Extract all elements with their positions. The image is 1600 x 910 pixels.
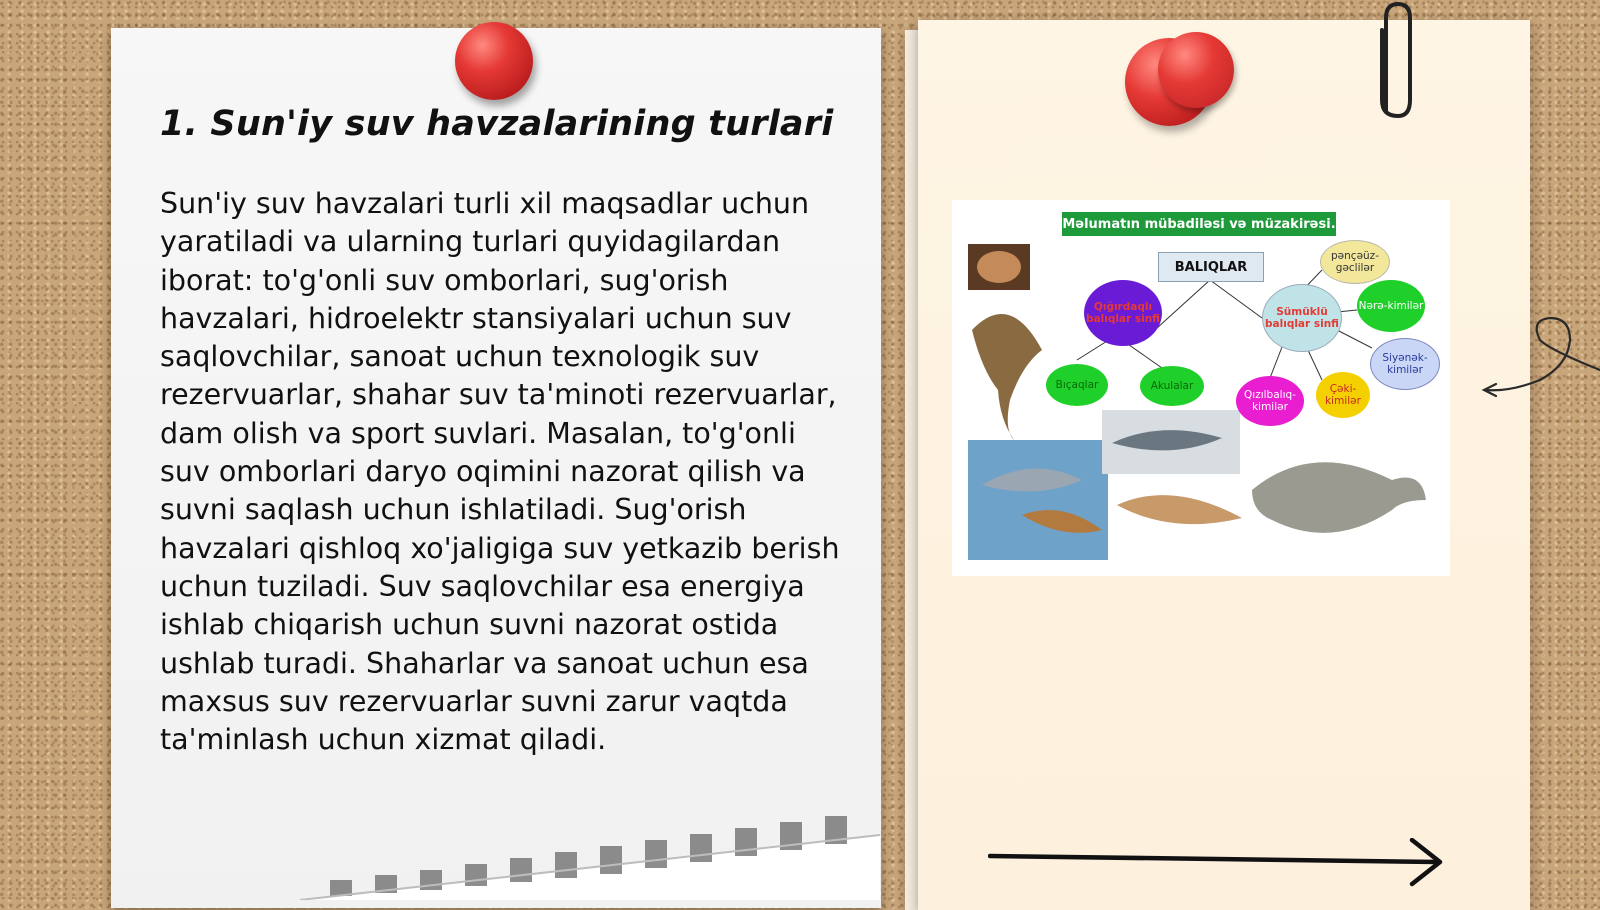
red-push-pin-icon: [455, 22, 533, 100]
long-right-arrow-icon: [988, 838, 1448, 888]
node-salmons: Qızılbalıq-kimilər: [1236, 376, 1304, 426]
section-title: 1. Sun'iy suv havzalarining turlari: [160, 104, 834, 144]
torn-paper-strip: [300, 800, 880, 900]
node-carps: Çəki-kimilər: [1316, 372, 1370, 418]
section-paragraph: Sun'iy suv havzalari turli xil maqsadlar uchun yaratiladi va ularning turlari quyidagilardan iborat: to'g'onli suv omborlari, sug'orish havzalari, hidroelektr stansiyalari uchun suv saqlovchilar, sanoat uchun texnologik suv rezervuarlar, shahar suv ta'minoti rezervuarlar, dam olish va sport suvlari. Masalan, to'g'onli suv omborlari daryo oqimini nazorat qilish va suvni saqlash uchun ishlatiladi. Sug'orish havzalari qishloq xo'jaligiga suv yetkazib berish uchun tuziladi. Suv saqlovchilar esa energiya ishlab chiqarish uchun suvni nazorat ostida ushlab turadi. Shaharlar va sanoat uchun esa maxsus suv rezervuarlar suvni zarur vaqtda ta'minlash uchun xizmat qiladi.: [160, 187, 840, 757]
figure-banner: Məlumatın mübadiləsi və müzakirəsi.: [1062, 212, 1336, 236]
node-herrings: Siyənək-kimilər: [1370, 338, 1440, 390]
node-sturgeons: Nərə-kimilər: [1357, 280, 1425, 332]
node-bony: Sümüklü balıqlar sinfi: [1262, 284, 1342, 352]
node-rays: Akulalar: [1140, 366, 1204, 406]
fish-classification-figure: [952, 200, 1450, 576]
node-sharks: Bıçaqlar: [1046, 364, 1108, 406]
node-lobe-finned: pənçəüz-gəclilər: [1320, 240, 1390, 284]
paperclip-icon: [1372, 0, 1422, 125]
node-cartilaginous: Qığırdaqlı balıqlar sinfi: [1084, 280, 1162, 346]
fish-root-box: BALIQLAR: [1158, 252, 1264, 282]
red-push-pin-icon: [1158, 32, 1234, 108]
curly-arrow-icon: [1480, 310, 1600, 410]
